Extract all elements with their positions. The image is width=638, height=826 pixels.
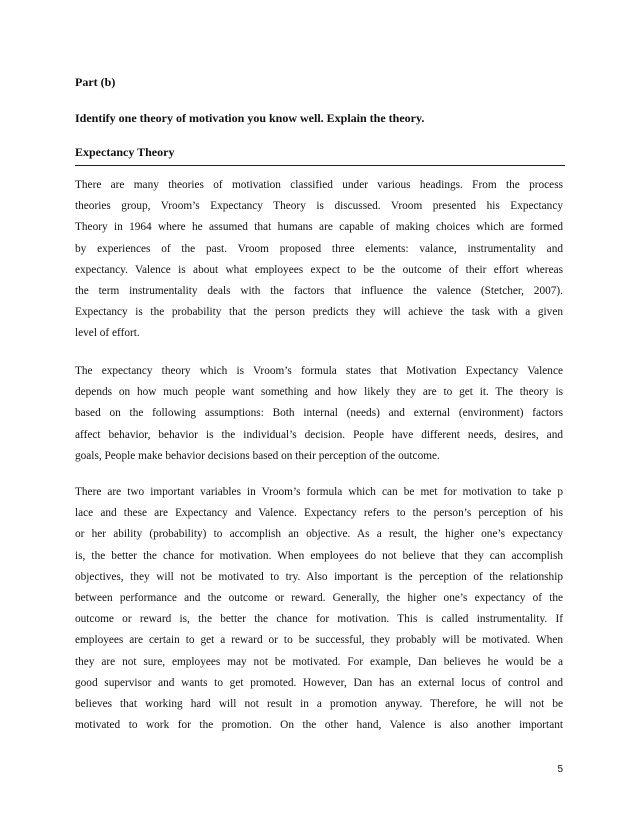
paragraph-line: level of effort. <box>75 327 140 340</box>
paragraph-line: or her ability (probability) to accomplish an objective. As a result, the higher one’s expectancy <box>75 528 563 541</box>
paragraph-line: is, the better the chance for motivation. When employees do not believe that they can accomplish <box>75 549 563 562</box>
paragraph-line: Expectancy is the probability that the person predicts they will achieve the task with a given <box>75 306 563 319</box>
paragraph-line: The expectancy theory which is Vroom’s formula states that Motivation Expectancy Valence <box>75 365 563 377</box>
paragraph-line: they are not sure, employees may not be motivated. For example, Dan believes he would be a <box>75 655 563 668</box>
paragraph-1 <box>75 175 563 345</box>
section-divider <box>75 165 565 166</box>
paragraph-2 <box>75 361 563 467</box>
paragraph-line: There are two important variables in Vroom’s formula which can be met for motivation to take p <box>75 486 563 498</box>
paragraph-line: by experiences of the past. Vroom proposed three elements: valance, instrumentality and <box>75 242 563 255</box>
paragraph-line: theories group, Vroom’s Expectancy Theory is discussed. Vroom presented his Expectancy <box>75 200 563 213</box>
page-number: 5 <box>557 764 563 775</box>
paragraph-line: There are many theories of motivation classified under various headings. From the process <box>75 179 563 191</box>
paragraph-line: objectives, they will not be motivated to try. Also important is the perception of the relationship <box>75 570 563 583</box>
part-heading: Part (b) <box>75 75 116 89</box>
question-heading: Identify one theory of motivation you know well. Explain the theory. <box>75 111 425 125</box>
paragraph-line: affect behavior, behavior is the individual’s decision. People have different needs, desires, and <box>75 428 563 441</box>
paragraph-3 <box>75 482 563 736</box>
paragraph-line: depends on how much people want something and how likely they are to get it. The theory is <box>75 386 563 399</box>
paragraph-line: the term instrumentality deals with the factors that influence the valence (Stetcher, 2007). <box>75 284 563 297</box>
paragraph-line: lace and these are Expectancy and Valence. Expectancy refers to the person’s perception of his <box>75 507 563 520</box>
paragraph-line: expectancy. Valence is about what employees expect to be the outcome of their effort whereas <box>75 263 563 276</box>
section-title: Expectancy Theory <box>75 145 175 159</box>
paragraph-line: outcome or reward is, the better the chance for motivation. This is called instrumentality. If <box>75 613 563 626</box>
paragraph-line: good supervisor and wants to get promoted. However, Dan has an external locus of control and <box>75 676 563 689</box>
paragraph-line: goals, People make behavior decisions based on their perception of the outcome. <box>75 449 440 462</box>
paragraph-line: between performance and the outcome or reward. Generally, the higher one’s expectancy of the <box>75 591 563 604</box>
paragraph-line: based on the following assumptions: Both internal (needs) and external (environment) factors <box>75 407 563 420</box>
paragraph-line: employees are certain to get a reward or to be successful, they probably will be motivated. When <box>75 634 563 647</box>
paragraph-line: believes that working hard will not result in a promotion anyway. Therefore, he will not be <box>75 697 563 710</box>
paragraph-line: motivated to work for the promotion. On the other hand, Valence is also another important <box>75 719 563 732</box>
paragraph-line: Theory in 1964 where he assumed that humans are capable of making choices which are formed <box>75 221 563 234</box>
